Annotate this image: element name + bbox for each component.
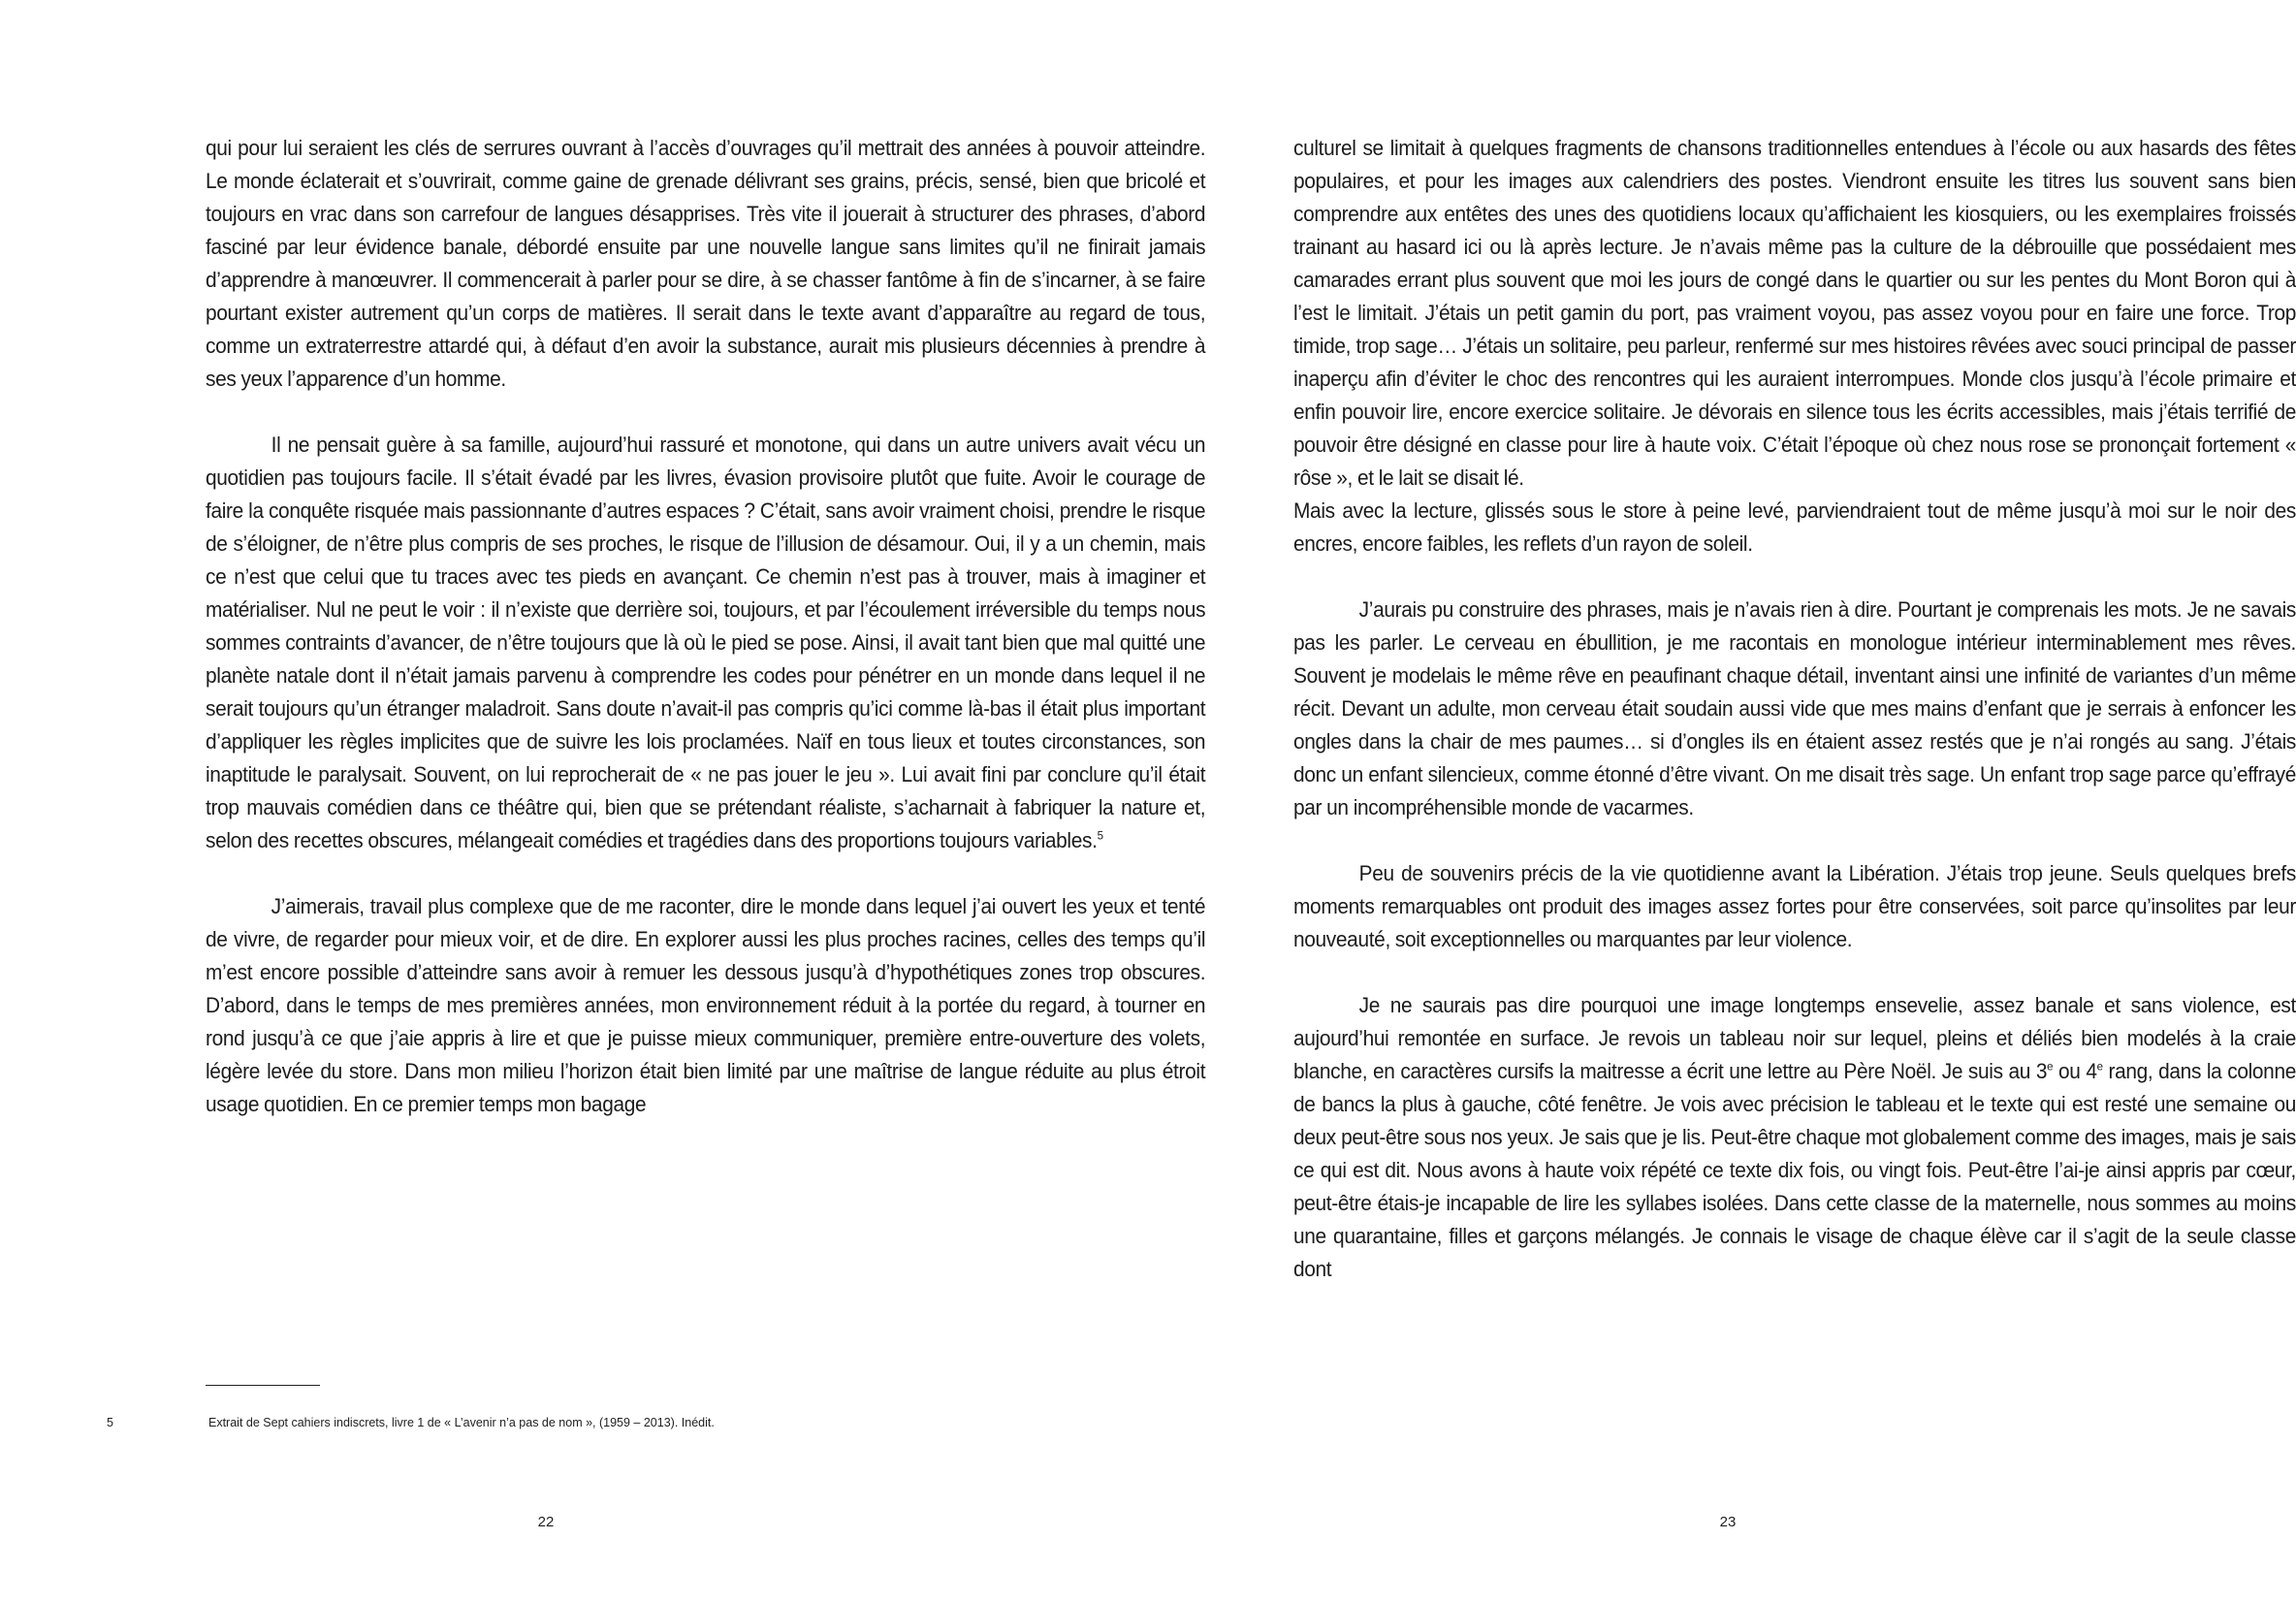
left-paragraph-1: qui pour lui seraient les clés de serrures ouvrant à l’accès d’ouvrages qu’il mettrait des années à pouvoir atteindre. Le monde éclaterait et s’ouvrirait, comme gaine de grenade délivrant ses grains, précis, sensé, bien que bricolé et toujours en vrac dans son carrefour de langues désapprises. Très vite il jouerait à structurer des phrases, d’abord fasciné par leur évidence banale, débordé ensuite par une nouvelle langue sans limites qu’il ne finirait jamais d’apprendre à manœuvrer. Il commencerait à parler pour se dire, à se chasser fantôme à fin de s’incarner, à se faire pourtant exister autrement qu’un corps de matières. Il serait dans le texte avant d’apparaître au regard de tous, comme un extraterrestre attardé qui, à défaut d’en avoir la substance, aurait mis plusieurs décennies à prendre à ses yeux l’apparence d’un homme. <box>206 136 1206 391</box>
right-paragraph-5 <box>1293 989 2296 1286</box>
page-number-left: 22 <box>537 1514 555 1530</box>
right-paragraph-5-part-2: ou 4 <box>2053 1059 2097 1083</box>
right-paragraph-3: J’aurais pu construire des phrases, mais je n’avais rien à dire. Pourtant je comprenais les mots. Je ne savais pas les parler. Le cerveau en ébullition, je me racontais en monologue intérieur interminablement mes rêves. Souvent je modelais le même rêve en peaufinant chaque détail, inventant ainsi une infinité de variantes d’un même récit. Devant un adulte, mon cerveau était soudain aussi vide que mes mains d’enfant que je serrais à enfoncer les ongles dans la chair de mes paumes… si d’ongles ils en étaient assez restés que je n’ai rongés au sang. J’étais donc un enfant silencieux, comme étonné d’être vivant. On me disait très sage. Un enfant trop sage parce qu’effrayé par un incompréhensible monde de vacarmes. <box>1293 597 2296 819</box>
right-page-body <box>1293 132 2296 1286</box>
left-paragraph-2 <box>206 429 1205 857</box>
left-paragraph-3: J’aimerais, travail plus complexe que de me raconter, dire le monde dans lequel j’ai ouvert les yeux et tenté de vivre, de regarder pour mieux voir, et de dire. En explorer aussi les plus proches racines, celles des temps qu’il m’est encore possible d’atteindre sans avoir à remuer les dessous jusqu’à d’hypothétiques zones trop obscures. D’abord, dans le temps de mes premières années, mon environnement réduit à la portée du regard, à tourner en rond jusqu’à ce que j’aie appris à lire et que je puisse mieux communiquer, première entre-ouverture des volets, légère levée du store. Dans mon milieu l’horizon était bien limité par une maîtrise de langue réduite au plus étroit usage quotidien. En ce premier temps mon bagage <box>206 894 1206 1116</box>
ordinal-superscript-1: e <box>2047 1059 2054 1074</box>
right-paragraph-1: culturel se limitait à quelques fragments de chansons traditionnelles entendues à l’école ou aux hasards des fêtes populaires, et pour les images aux calendriers des postes. Viendront ensuite les titres lus souvent sans bien comprendre aux entêtes des unes des quotidiens locaux qu’affichaient les kiosquiers, ou les exemplaires froissés trainant au hasard ici ou là après lecture. Je n’avais même pas la culture de la débrouille que possédaient mes camarades errant plus souvent que moi les jours de congé dans le quartier ou sur les pentes du Mont Boron qui à l’est le limitait. J’étais un petit gamin du port, pas vraiment voyou, pas assez voyou pour en faire une force. Trop timide, trop sage… J’étais un solitaire, peu parleur, renfermé sur mes histoires rêvées avec souci principal de passer inaperçu afin d’éviter le choc des rencontres qui les auraient interrompues. Monde clos jusqu’à l’école primaire et enfin pouvoir lire, encore exercice solitaire. Je dévorais en silence tous les écrits accessibles, mais j’étais terrifié de pouvoir être désigné en classe pour lire à haute voix. C’était l’époque où chez nous rose se prononçait fortement « rôse », et le lait se disait lé. <box>1293 136 2296 490</box>
ordinal-superscript-2: e <box>2096 1059 2103 1074</box>
right-page <box>1130 0 2296 1604</box>
left-paragraph-2-text: Il ne pensait guère à sa famille, aujourd’hui rassuré et monotone, qui dans un autre univers avait vécu un quotidien pas toujours facile. Il s’était évadé par les livres, évasion provisoire plutôt que fuite. Avoir le courage de faire la conquête risquée mais passionnante d’autres espaces ? C’était, sans avoir vraiment choisi, prendre le risque de s’éloigner, de n’être plus compris de ses proches, le risque de l’illusion de désamour. Oui, il y a un chemin, mais ce n’est que celui que tu traces avec tes pieds en avançant. Ce chemin n’est pas à trouver, mais à imaginer et matérialiser. Nul ne peut le voir : il n’existe que derrière soi, toujours, et par l’écoulement irréversible du temps nous sommes contraints d’avancer, de n’être toujours que là où le pied se pose. Ainsi, il avait tant bien que mal quitté une planète natale dont il n’était jamais parvenu à comprendre les codes pour pénétrer en un monde dans lequel il ne serait toujours qu’un étranger maladroit. Sans doute n’avait-il pas compris qu’ici comme là-bas il était plus important d’appliquer les règles implicites que de suivre les lois proclamées. Naïf en tous lieux et toutes circonstances, son inaptitude le paralysait. Souvent, on lui reprocherait de « ne pas jouer le jeu ». Lui avait fini par conclure qu’il était trop mauvais comédien dans ce théâtre qui, bien que se prétendant réaliste, s’acharnait à fabriquer la nature et, selon des recettes obscures, mélangeait comédies et tragédies dans des proportions toujours variables. <box>206 433 1206 852</box>
footnote <box>107 1415 715 1430</box>
right-paragraph-5-part-3: rang, dans la colonne de bancs la plus à gauche, côté fenêtre. Je vois avec précision le tableau et le texte qui est resté une semaine ou deux peut-être sous nos yeux. Je sais que je lis. Peut-être chaque mot globalement comme des images, mais je sais ce qui est dit. Nous avons à haute voix répété ce texte dix fois, ou vingt fois. Peut-être l’ai-je ainsi appris par cœur, peut-être étais-je incapable de lire les syllabes isolées. Dans cette classe de la maternelle, nous sommes au moins une quarantaine, filles et garçons mélangés. Je connais le visage de chaque élève car il s’agit de la seule classe dont <box>1293 1059 2296 1281</box>
footnote-reference[interactable]: 5 <box>1097 828 1103 843</box>
right-paragraph-5-part-1: Je ne saurais pas dire pourquoi une image longtemps ensevelie, assez banale et sans violence, est aujourd’hui remontée en surface. Je revois un tableau noir sur lequel, pleins et déliés bien modelés à la craie blanche, en caractères cursifs la maitresse a écrit une lettre au Père Noël. Je suis au 3 <box>1293 993 2296 1083</box>
right-paragraph-2: Mais avec la lecture, glissés sous le store à peine levé, parviendraient tout de même jusqu’à moi sur le noir des encres, encore faibles, les reflets d’un rayon de soleil. <box>1293 498 2296 556</box>
footnote-number: 5 <box>107 1416 113 1429</box>
footnote-text: Extrait de Sept cahiers indiscrets, livre 1 de « L’avenir n’a pas de nom », (1959 – 2013). Inédit. <box>208 1416 715 1429</box>
page-number-right: 23 <box>1719 1514 1737 1530</box>
right-paragraph-4: Peu de souvenirs précis de la vie quotidienne avant la Libération. J’étais trop jeune. Seuls quelques brefs moments remarquables ont produit des images assez fortes pour être conservées, soit parce qu’insolites par leur nouveauté, soit exceptionnelles ou marquantes par leur violence. <box>1293 861 2296 951</box>
footnote-separator <box>206 1385 320 1386</box>
left-page-body <box>206 132 1205 1121</box>
